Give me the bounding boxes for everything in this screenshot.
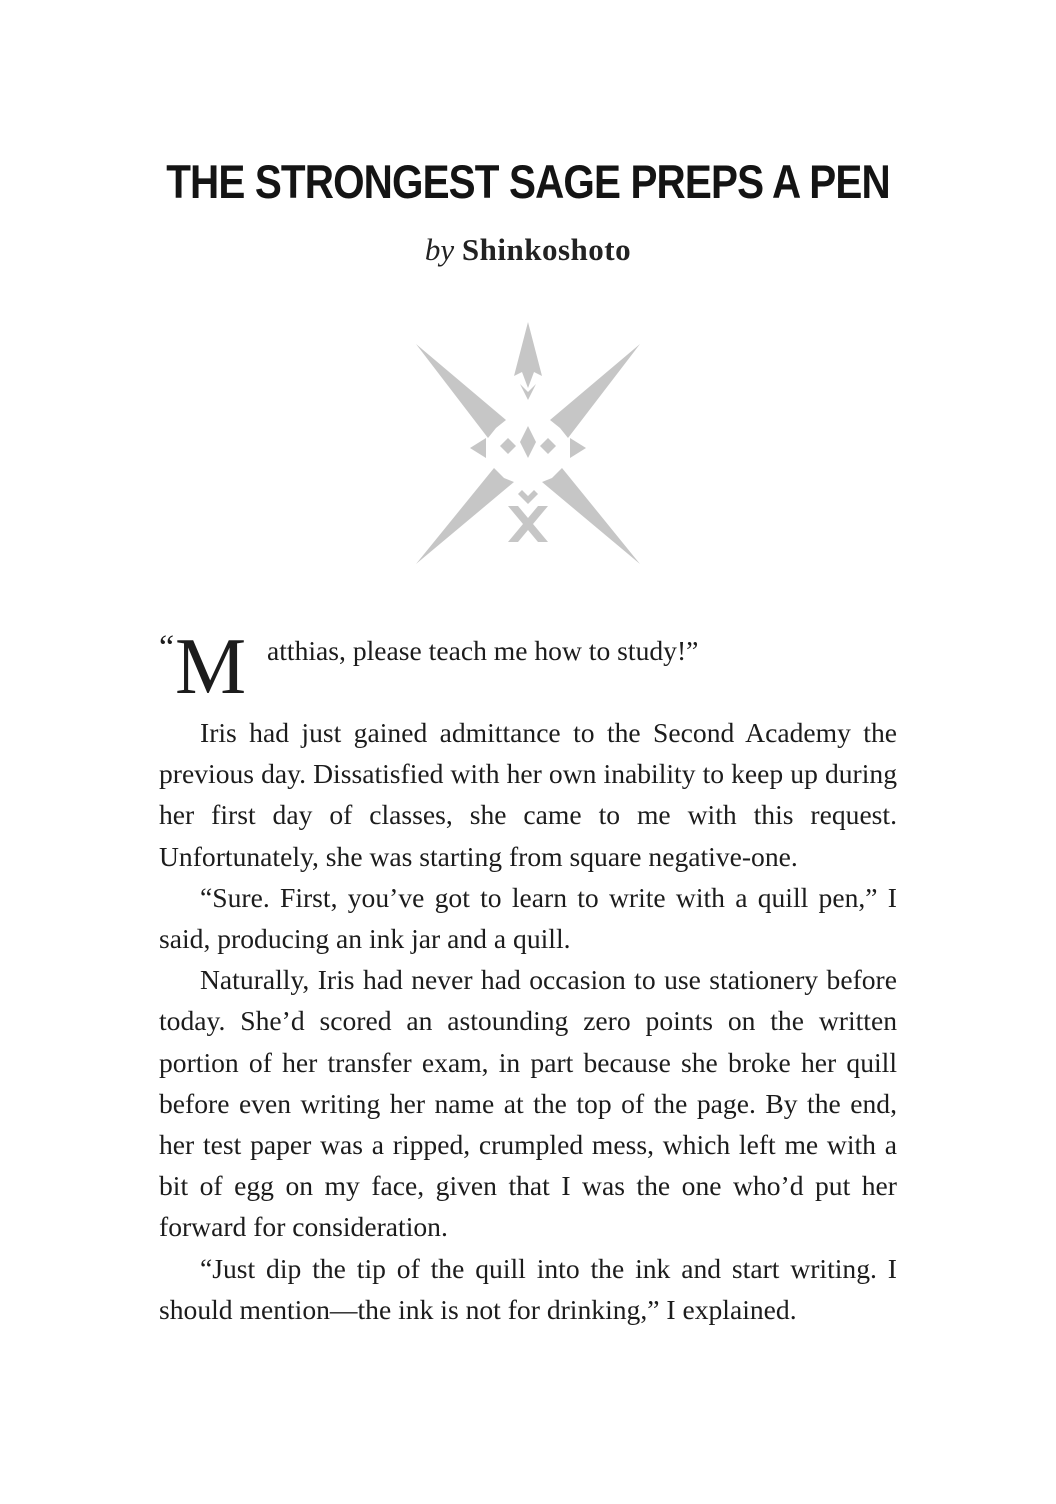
- opening-quote-mark: “: [159, 629, 175, 666]
- opening-line: [159, 623, 897, 712]
- opening-line-text: atthias, please teach me how to study!”: [267, 635, 699, 666]
- paragraph: Iris had just gained admittance to the Second Academy the previous day. Dissatisfied with her own inability to keep up during her first day of classes, she came to me with this request. Unfortunately, she was starting from square negative-one.: [159, 717, 897, 872]
- story-body: [159, 623, 897, 1330]
- byline: [0, 230, 1056, 270]
- star-compass-ornament-icon: [410, 318, 646, 570]
- paragraph: “Just dip the tip of the quill into the ink and start writing. I should mention—the ink is not for drinking,” I explained.: [159, 1252, 897, 1325]
- chapter-title: THE STRONGEST SAGE PREPS A PEN: [166, 155, 890, 208]
- paragraph: “Sure. First, you’ve got to learn to write with a quill pen,” I said, producing an ink jar and a quill.: [159, 881, 897, 955]
- byline-prefix: by: [424, 232, 455, 267]
- paragraph: Naturally, Iris had never had occasion to use stationery before today. She’d scored an astounding zero points on the written portion of her transfer exam, in part because she broke her quill before even writing her name at the top of the page. By the end, her test paper was a ripped, crumpled mess, which left me with a bit of egg on my face, given that I was the one who’d put her forward for consideration.: [159, 964, 897, 1243]
- author-name: Shinkoshoto: [461, 232, 632, 267]
- drop-cap: M: [175, 623, 247, 711]
